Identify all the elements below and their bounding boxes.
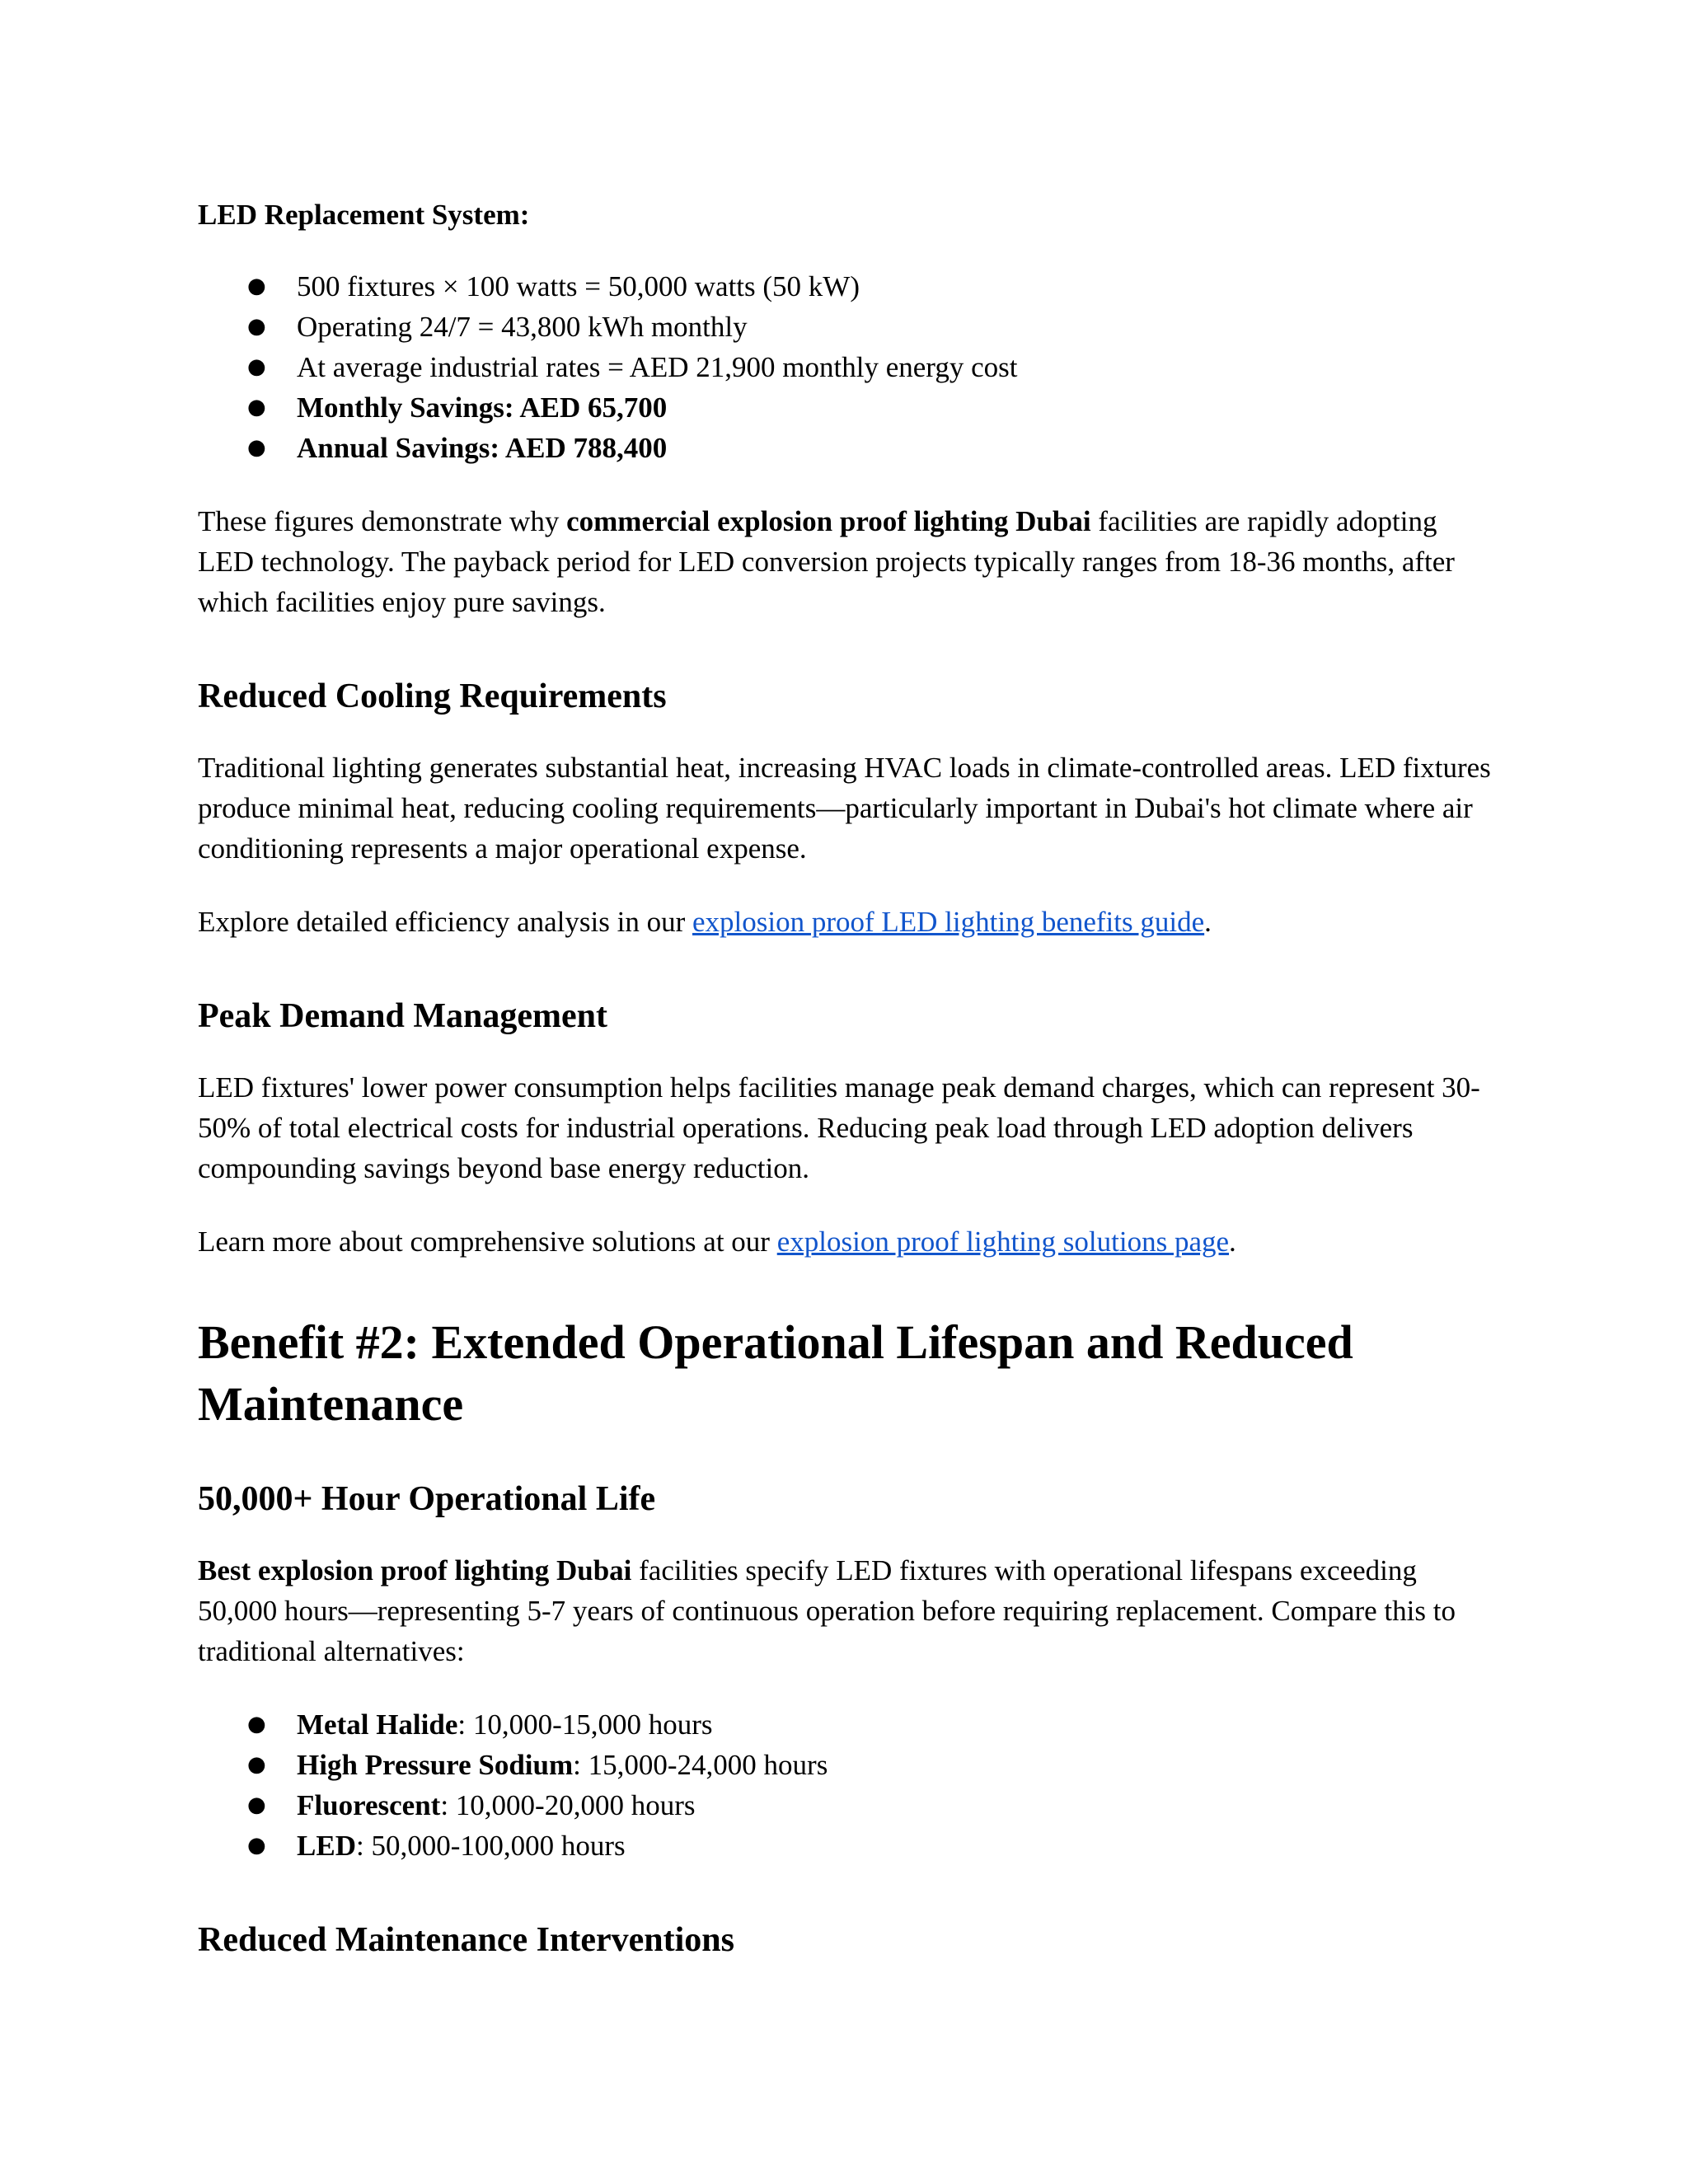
list-item: ● Monthly Savings: AED 65,700 [198, 387, 1500, 428]
maintenance-heading: Reduced Maintenance Interventions [198, 1921, 734, 1959]
list-item: ● Operating 24/7 = 43,800 kWh monthly [198, 307, 1500, 347]
bullet-icon: ● [247, 354, 266, 379]
benefits-guide-link[interactable]: explosion proof LED lighting benefits guide [692, 906, 1205, 938]
bullet-icon: ● [247, 435, 266, 460]
document-page [198, 194, 1500, 1991]
bullet-icon: ● [247, 1793, 266, 1817]
figures-paragraph: These figures demonstrate why commercial explosion proof lighting Dubai facilities are rapidly adopting LED technology. The payback period for LED conversion projects typically ranges from 18-36 months, after which facilities enjoy pure savings. [198, 505, 1455, 618]
lifespan-heading: 50,000+ Hour Operational Life [198, 1480, 656, 1518]
led-system-label: LED Replacement System: [198, 199, 530, 231]
list-item: ● Annual Savings: AED 788,400 [198, 428, 1500, 468]
cooling-paragraph: Traditional lighting generates substantial heat, increasing HVAC loads in climate-controlled areas. LED fixtures produce minimal heat, reducing cooling requirements—particularly important in Dubai's hot climate where air conditioning represents a major operational expense. [198, 752, 1491, 865]
peak-demand-heading: Peak Demand Management [198, 997, 607, 1035]
list-item: ● At average industrial rates = AED 21,900 monthly energy cost [198, 347, 1500, 387]
cooling-heading: Reduced Cooling Requirements [198, 677, 667, 715]
bullet-icon: ● [247, 1712, 266, 1736]
list-item: ● LED: 50,000-100,000 hours [198, 1825, 1500, 1866]
led-system-list [198, 266, 1500, 468]
list-item: ● High Pressure Sodium: 15,000-24,000 hours [198, 1745, 1500, 1785]
lifespan-paragraph: Best explosion proof lighting Dubai facilities specify LED fixtures with operational lifespans exceeding 50,000 hours—representing 5-7 years of continuous operation before requiring replacement. Compare this to traditional alternatives: [198, 1554, 1456, 1667]
list-item: ● 500 fixtures × 100 watts = 50,000 watts (50 kW) [198, 266, 1500, 307]
bullet-icon: ● [247, 395, 266, 419]
list-item: ● Fluorescent: 10,000-20,000 hours [198, 1785, 1500, 1825]
bullet-icon: ● [247, 1752, 266, 1777]
peak-demand-paragraph: LED fixtures' lower power consumption helps facilities manage peak demand charges, which can represent 30-50% of total electrical costs for industrial operations. Reducing peak load through LED adoption delivers compounding savings beyond base energy reduction. [198, 1071, 1480, 1184]
benefit-2-title: Benefit #2: Extended Operational Lifespan and Reduced Maintenance [198, 1315, 1353, 1431]
explore-paragraph: Explore detailed efficiency analysis in our explosion proof LED lighting benefits guide. [198, 906, 1212, 938]
list-item: ● Metal Halide: 10,000-15,000 hours [198, 1704, 1500, 1745]
bullet-icon: ● [247, 314, 266, 339]
bullet-icon: ● [247, 274, 266, 298]
solutions-page-link[interactable]: explosion proof lighting solutions page [776, 1226, 1230, 1258]
learn-more-paragraph: Learn more about comprehensive solutions at our explosion proof lighting solutions page. [198, 1226, 1236, 1258]
lifespan-list [198, 1704, 1500, 1866]
bullet-icon: ● [247, 1833, 266, 1858]
